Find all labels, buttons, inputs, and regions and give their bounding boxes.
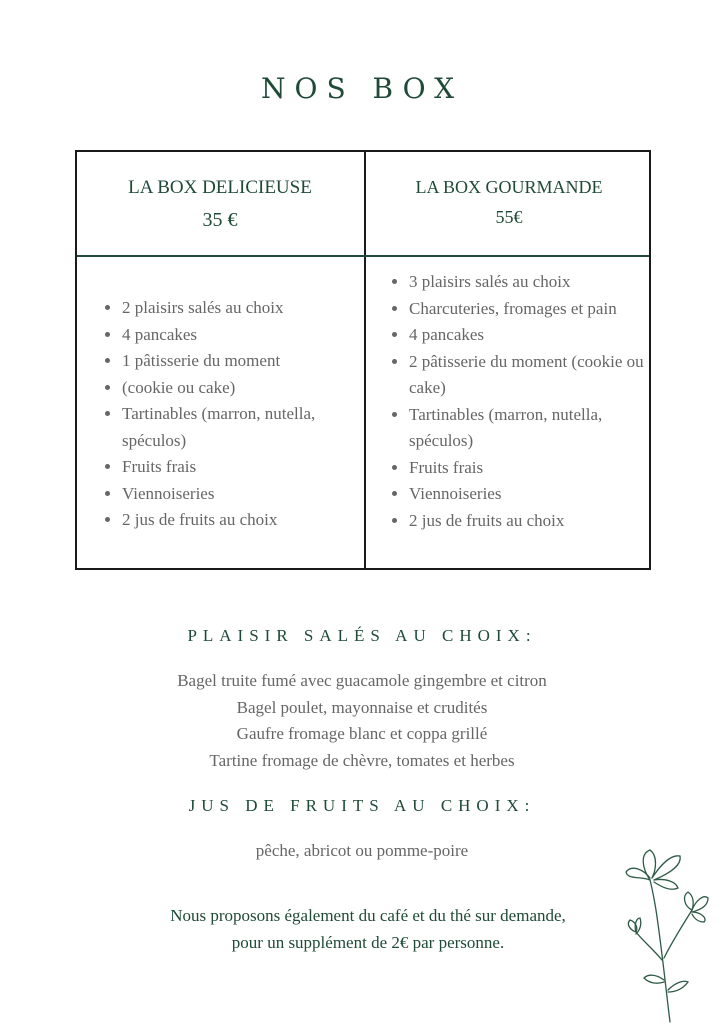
- box-name: LA BOX DELICIEUSE: [128, 177, 312, 198]
- list-item: • 2 plaisirs salés au choix: [122, 295, 362, 322]
- list-item: • Viennoiseries: [409, 481, 659, 508]
- box-items-gourmande: [391, 269, 659, 534]
- list-item: • Tartinables (marron, nutella, spéculos): [122, 401, 362, 454]
- flower-illustration-icon: [612, 840, 722, 1024]
- list-item: • 4 pancakes: [409, 322, 659, 349]
- list-item: • 3 plaisirs salés au choix: [409, 269, 659, 296]
- table-header-divider: [77, 255, 649, 257]
- savory-item: Bagel truite fumé avec guacamole gingembre et citron: [177, 671, 547, 690]
- list-item: • Fruits frais: [122, 454, 362, 481]
- list-item: • 4 pancakes: [122, 322, 362, 349]
- list-item: • Charcuteries, fromages et pain: [409, 296, 659, 323]
- juices-heading: JUS DE FRUITS AU CHOIX:: [188, 796, 536, 815]
- box-price: 55€: [495, 207, 523, 227]
- savory-item: Tartine fromage de chèvre, tomates et herbes: [209, 750, 515, 770]
- list-item: • Tartinables (marron, nutella, spéculos): [409, 402, 659, 455]
- box-comparison-table: [75, 150, 651, 570]
- box-header-gourmande: [366, 172, 652, 232]
- box-price: 35 €: [202, 209, 238, 231]
- list-item: • 2 pâtisserie du moment (cookie ou cake): [409, 349, 659, 402]
- service-note: [100, 902, 636, 956]
- box-name: LA BOX GOURMANDE: [415, 177, 603, 197]
- list-item: • 1 pâtisserie du moment: [122, 348, 362, 375]
- page-title: NOS BOX: [260, 72, 464, 105]
- savory-item: Bagel poulet, mayonnaise et crudités: [236, 697, 488, 717]
- savory-list: [0, 668, 724, 774]
- box-items-delicieuse: [104, 295, 362, 534]
- note-line: pour un supplément de 2€ par personne.: [231, 933, 505, 952]
- savory-heading: PLAISIR SALÉS AU CHOIX:: [187, 626, 537, 645]
- savory-item: Gaufre fromage blanc et coppa grillé: [236, 724, 488, 743]
- box-header-delicieuse: [77, 172, 363, 236]
- list-item: • (cookie ou cake): [122, 375, 362, 402]
- list-item: • 2 jus de fruits au choix: [409, 508, 659, 535]
- list-item: • 2 jus de fruits au choix: [122, 507, 362, 534]
- note-line: Nous proposons également du café et du thé sur demande,: [170, 906, 566, 925]
- list-item: • Fruits frais: [409, 455, 659, 482]
- list-item: • Viennoiseries: [122, 481, 362, 508]
- juices-text: pêche, abricot ou pomme-poire: [255, 841, 469, 860]
